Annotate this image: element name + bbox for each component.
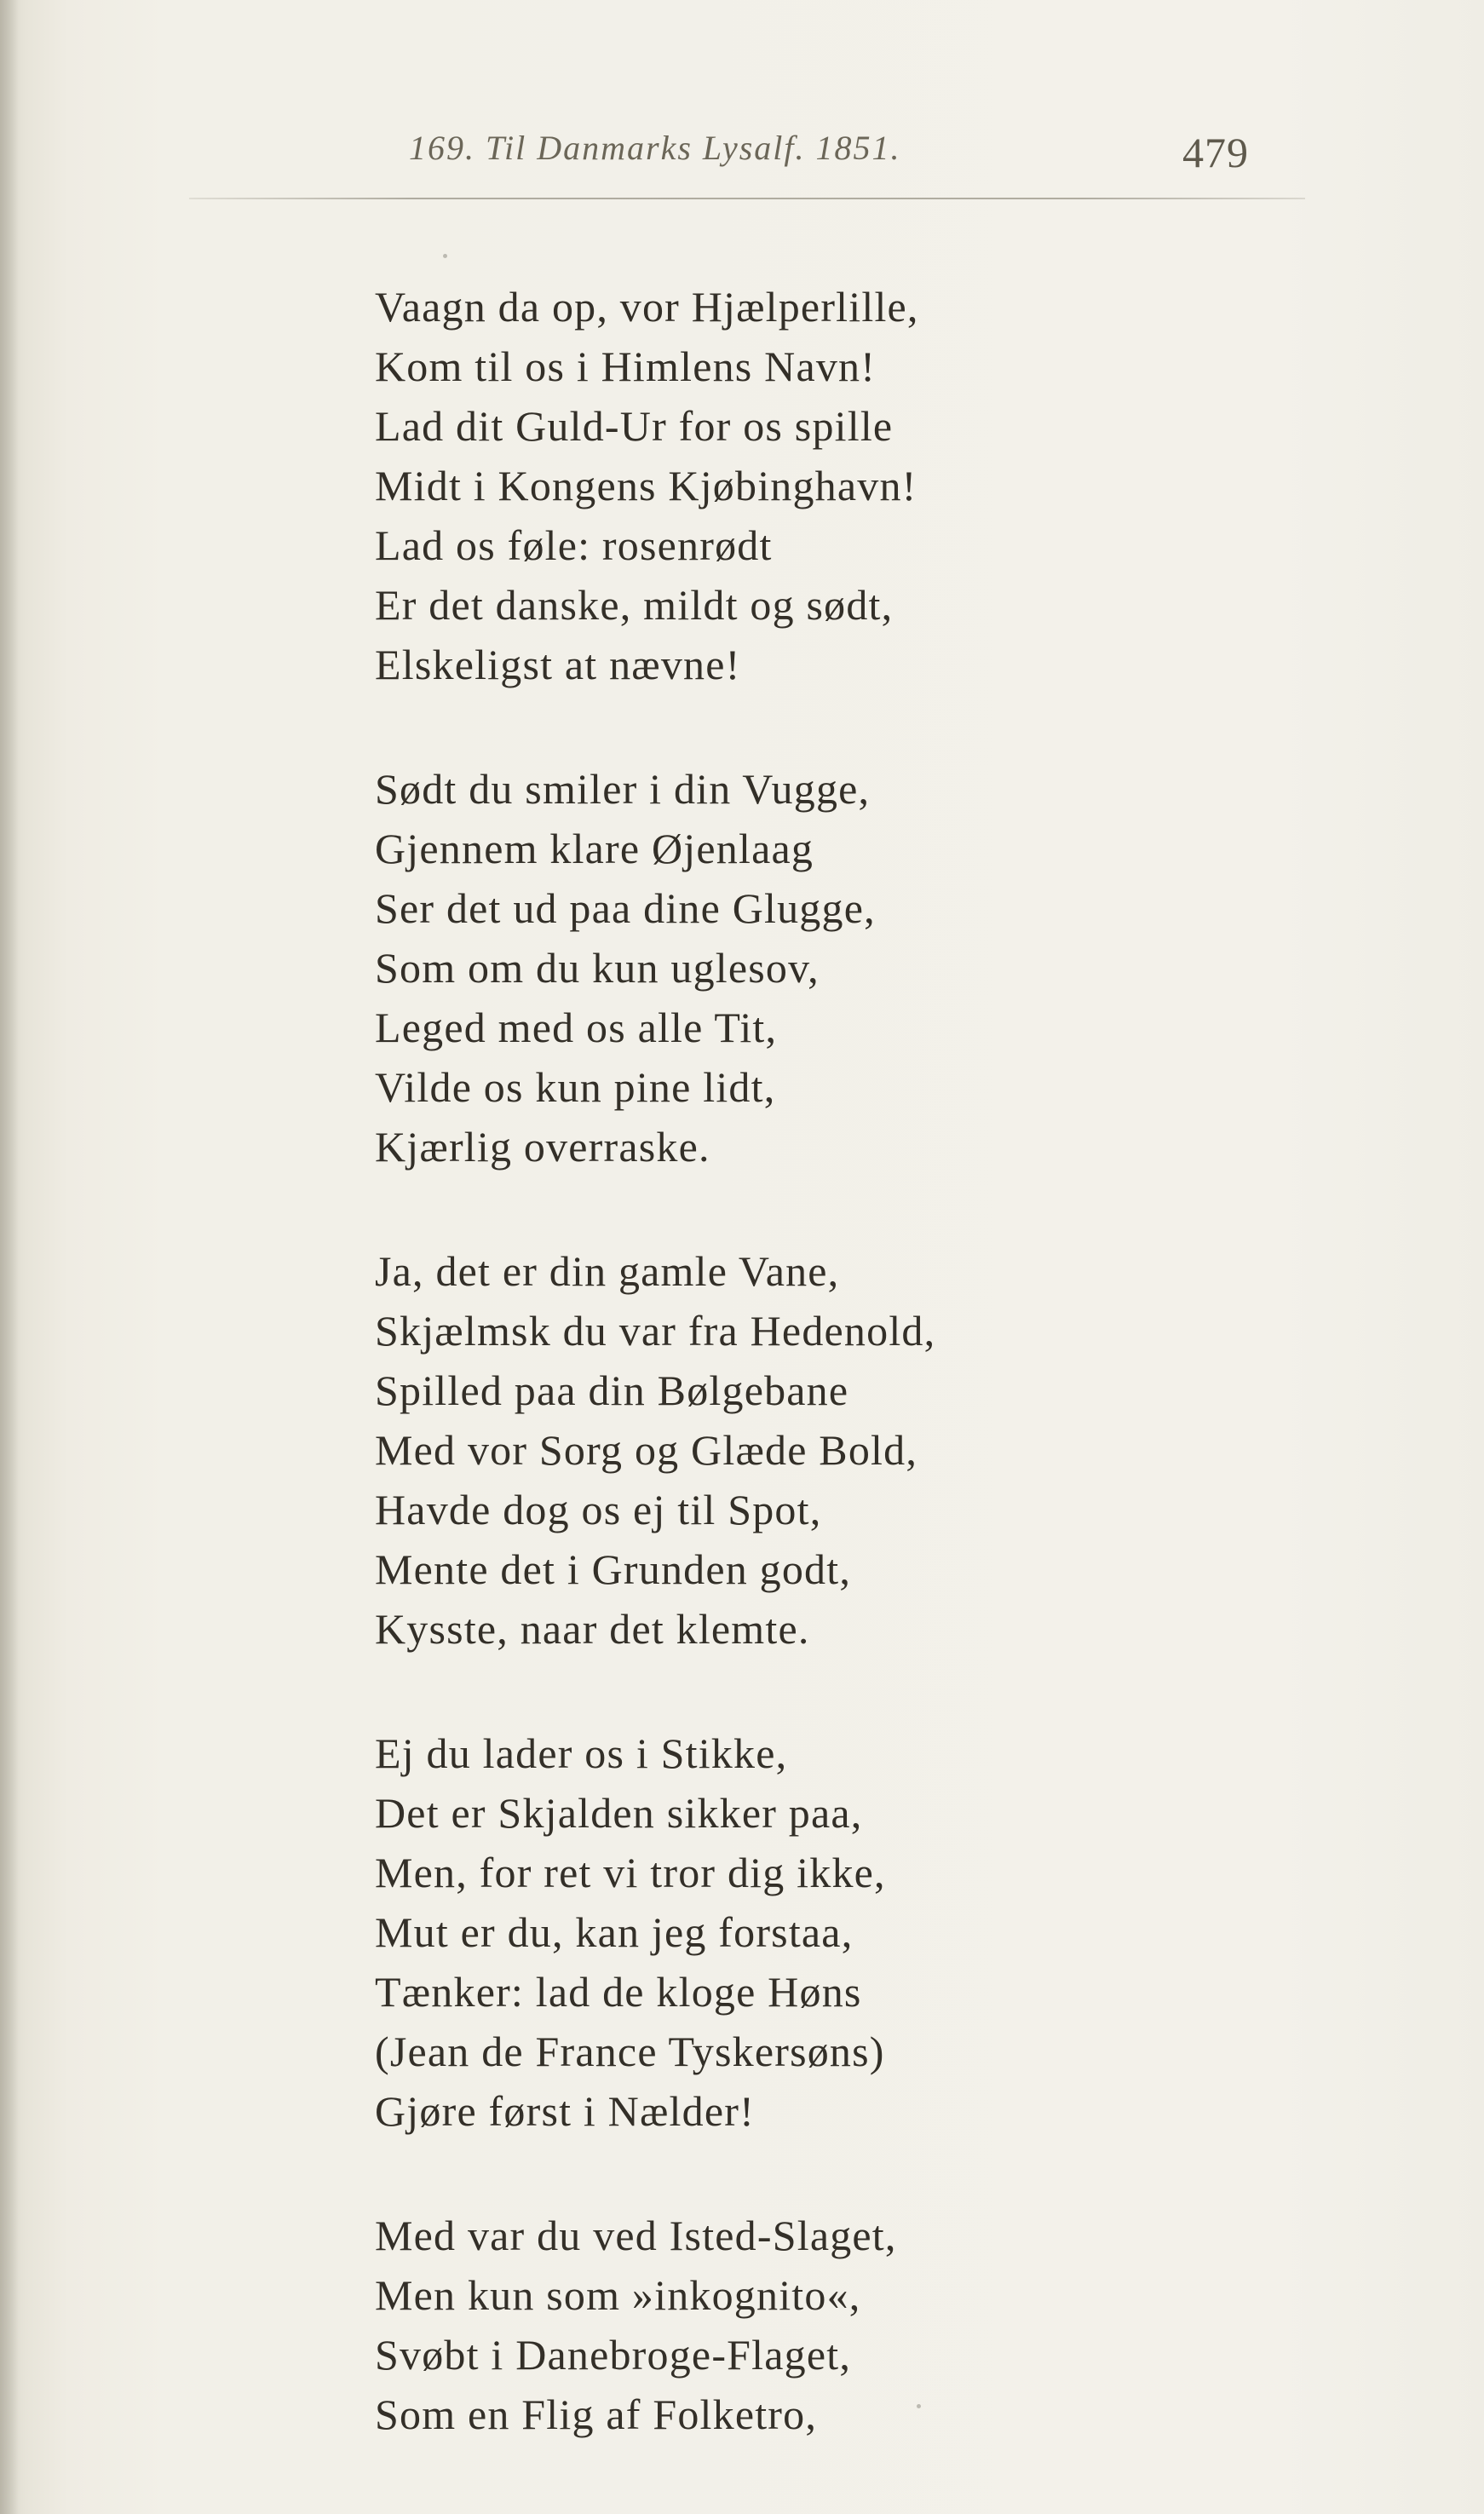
verse-line: Midt i Kongens Kjøbinghavn! <box>375 462 917 509</box>
verse-line: (Jean de France Tyskersøns) <box>375 2028 885 2075</box>
page-header <box>0 0 1484 213</box>
verse-line: Det er Skjalden sikker paa, <box>375 1789 863 1837</box>
verse-line: Svøbt i Danebroge-Flaget, <box>375 2331 852 2379</box>
verse-line: Tænker: lad de kloge Høns <box>375 1968 862 2016</box>
verse-line: Gjennem klare Øjenlaag <box>375 825 814 872</box>
verse-line: Med var du ved Isted-Slaget, <box>375 2212 897 2259</box>
spine-shadow <box>0 0 19 2514</box>
verse-line: Havde dog os ej til Spot, <box>375 1486 822 1533</box>
stanza-2 <box>375 759 1312 1176</box>
verse-line: Kysste, naar det klemte. <box>375 1605 810 1653</box>
verse-line: Vilde os kun pine lidt, <box>375 1063 776 1111</box>
verse-line: Ja, det er din gamle Vane, <box>375 1247 840 1295</box>
verse-line: Ser det ud paa dine Glugge, <box>375 884 876 932</box>
stanza-3 <box>375 1241 1312 1659</box>
stanza-4 <box>375 1723 1312 2141</box>
poem-body <box>375 277 1312 2509</box>
verse-line: Spilled paa din Bølgebane <box>375 1366 849 1414</box>
verse-line: Leged med os alle Tit, <box>375 1004 778 1051</box>
verse-line: Mente det i Grunden godt, <box>375 1545 852 1593</box>
header-rule <box>189 198 1305 199</box>
verse-line: Som om du kun uglesov, <box>375 944 820 992</box>
stanza-1 <box>375 277 1312 694</box>
verse-line: Men, for ret vi tror dig ikke, <box>375 1849 886 1896</box>
verse-line: Kjærlig overraske. <box>375 1123 710 1171</box>
verse-line: Gjøre først i Nælder! <box>375 2087 755 2135</box>
verse-line: Kom til os i Himlens Navn! <box>375 342 877 390</box>
verse-line: Lad dit Guld-Ur for os spille <box>375 402 894 450</box>
verse-line: Men kun som »inkognito«, <box>375 2271 861 2319</box>
verse-line: Med vor Sorg og Glæde Bold, <box>375 1426 918 1474</box>
verse-line: Ej du lader os i Stikke, <box>375 1729 788 1777</box>
page-number: 479 <box>1182 129 1249 176</box>
verse-line: Er det danske, mildt og sødt, <box>375 581 894 629</box>
verse-line: Vaagn da op, vor Hjælperlille, <box>375 283 919 331</box>
verse-line: Elskeligst at nævne! <box>375 641 741 688</box>
verse-line: Skjælmsk du var fra Hedenold, <box>375 1307 936 1355</box>
verse-line: Mut er du, kan jeg forstaa, <box>375 1908 854 1956</box>
paper-speck <box>443 254 447 258</box>
running-head: 169. Til Danmarks Lysalf. 1851. <box>409 129 901 167</box>
stanza-5 <box>375 2206 1312 2444</box>
verse-line: Sødt du smiler i din Vugge, <box>375 765 871 813</box>
verse-line: Som en Flig af Folketro, <box>375 2390 818 2438</box>
verse-line: Lad os føle: rosenrødt <box>375 521 773 569</box>
paper-speck <box>917 2404 921 2408</box>
